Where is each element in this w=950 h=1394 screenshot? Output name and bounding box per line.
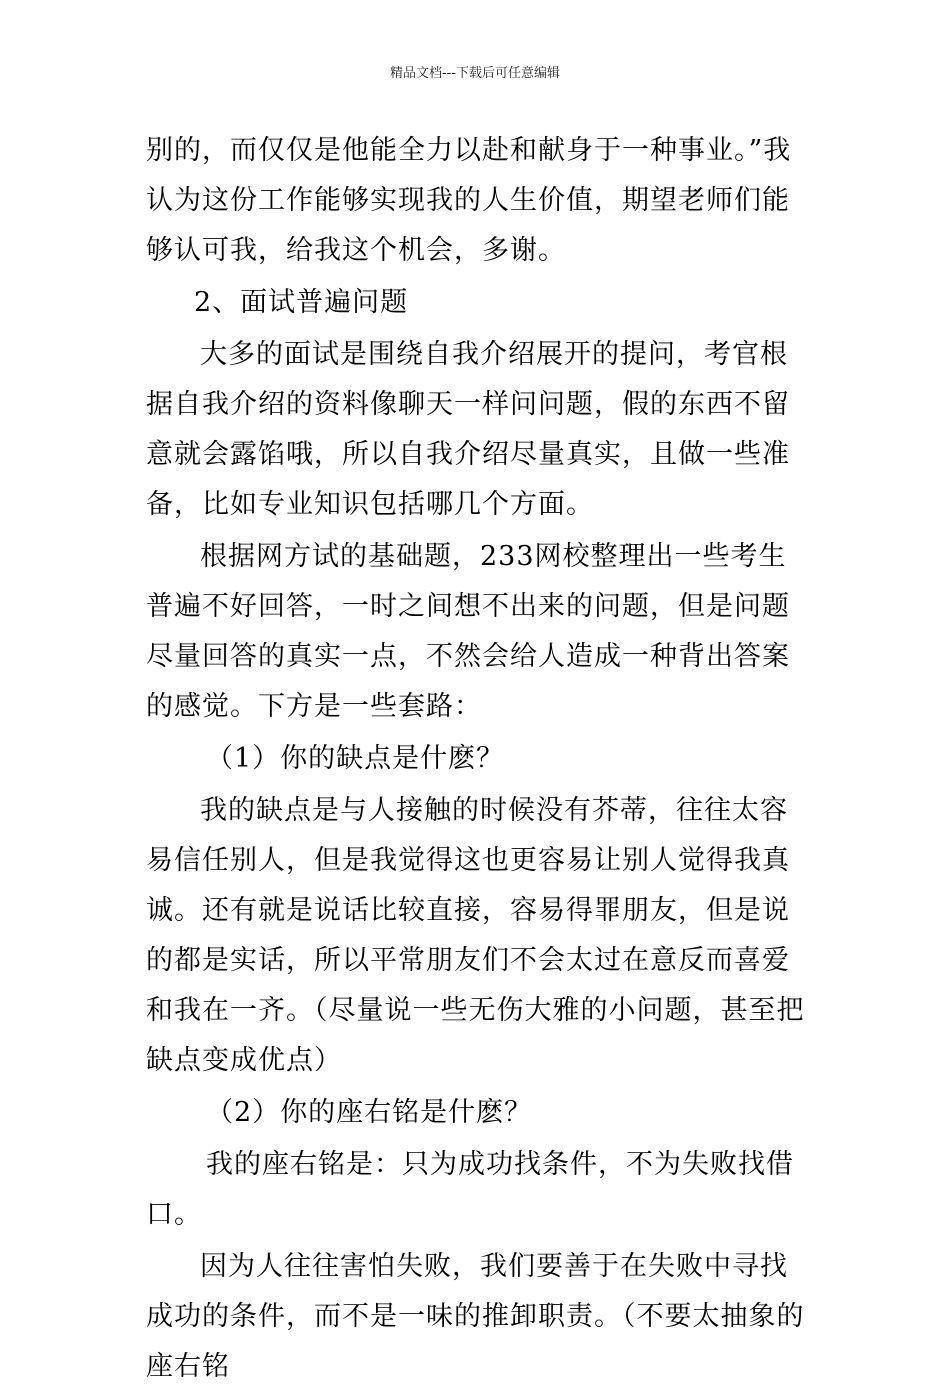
question-1: （1）你的缺点是什麽？ — [206, 743, 505, 774]
answer-2-explanation: 因为人往往害怕失败，我们要善于在失败中寻找成功的条件，而不是一味的推卸职责。（不要太抽象的座右铭 — [146, 1251, 805, 1382]
section-heading: 2、面试普遍问题 — [194, 287, 409, 318]
answer-1: 我的缺点是与人接触的时候没有芥蒂，往往太容易信任别人，但是我觉得这也更容易让别人觉得我真诚。还有就是说话比较直接，容易得罪朋友，但是说的都是实话，所以平常朋友们不会太过在意反而喜爱和我在一齐。（尽量说一些无伤大雅的小问题，甚至把缺点变成优点） — [146, 795, 805, 1076]
question-2: （2）你的座右铭是什麽？ — [206, 1097, 533, 1128]
document-body — [146, 126, 810, 1394]
paragraph-1: 别的，而仅仅是他能全力以赴和献身于一种事业。”我认为这份工作能够实现我的人生价值，期望老师们能够认可我，给我这个机会，多谢。 — [146, 135, 792, 266]
paragraph-2: 大多的面试是围绕自我介绍展开的提问，考官根据自我介绍的资料像聊天一样问问题，假的东西不留意就会露馅哦，所以自我介绍尽量真实，且做一些准备，比如专业知识包括哪几个方面。 — [146, 339, 790, 520]
page-header: 精品文档---下载后可任意编辑 — [389, 66, 561, 81]
paragraph-3: 根据网方试的基础题，233网校整理出一些考生普遍不好回答，一时之间想不出来的问题，但是问题尽量回答的真实一点，不然会给人造成一种背出答案的感觉。下方是一些套路： — [146, 541, 790, 722]
answer-2-motto: 我的座右铭是：只为成功找条件，不为失败找借口。 — [146, 1149, 794, 1230]
